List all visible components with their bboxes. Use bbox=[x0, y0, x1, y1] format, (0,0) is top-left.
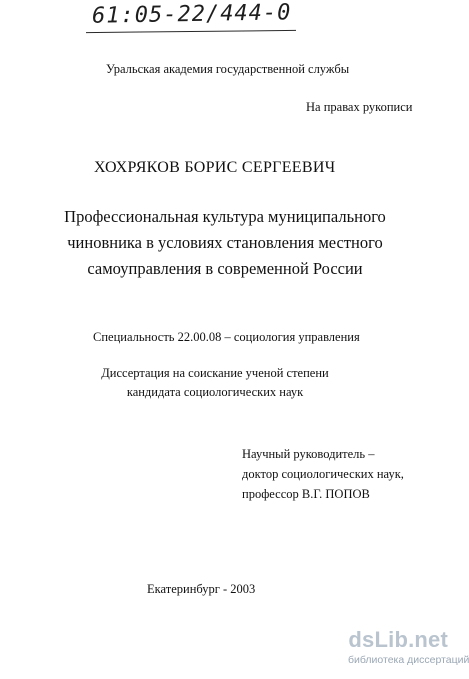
title-line: Профессиональная культура муниципального bbox=[64, 207, 386, 226]
degree-line: Диссертация на соискание ученой степени bbox=[101, 366, 329, 380]
degree-statement bbox=[0, 364, 430, 402]
specialty-line: Специальность 22.00.08 – социология управления bbox=[93, 330, 360, 344]
title-line: самоуправления в современной России bbox=[87, 259, 363, 278]
handwritten-catalog-code: 61:05-22/444-0 bbox=[91, 0, 292, 29]
watermark-logo[interactable]: dsLib.net bbox=[348, 627, 448, 652]
dslib-watermark[interactable] bbox=[348, 627, 469, 667]
rights-note: На правах рукописи bbox=[306, 100, 413, 114]
scientific-supervisor bbox=[242, 444, 404, 504]
degree-line: кандидата социологических наук bbox=[126, 385, 304, 399]
city-and-year: Екатеринбург - 2003 bbox=[147, 582, 256, 596]
supervisor-line: доктор социологических наук, bbox=[242, 467, 404, 481]
title-line: чиновника в условиях становления местного bbox=[67, 233, 383, 252]
organization-name: Уральская академия государственной службы bbox=[106, 62, 350, 76]
supervisor-line: профессор В.Г. ПОПОВ bbox=[242, 487, 370, 501]
handwritten-underline bbox=[86, 30, 296, 33]
watermark-tagline: библиотека диссертаций bbox=[348, 654, 469, 666]
author-name: ХОХРЯКОВ БОРИС СЕРГЕЕВИЧ bbox=[94, 159, 336, 176]
supervisor-line: Научный руководитель – bbox=[242, 447, 375, 461]
dissertation-title bbox=[0, 204, 450, 282]
